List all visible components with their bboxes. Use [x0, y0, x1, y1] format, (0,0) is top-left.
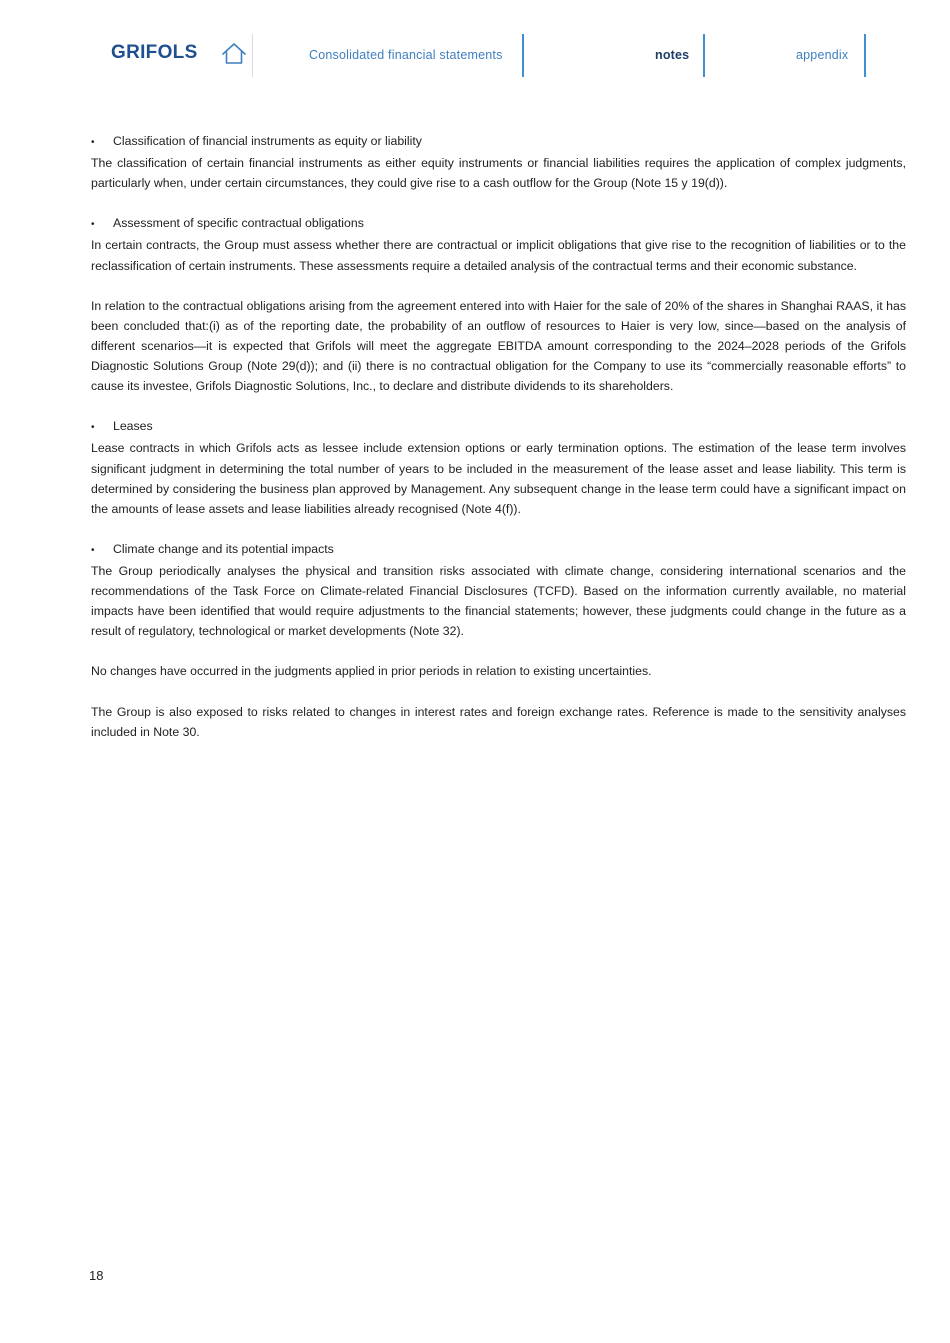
bullet-point: • — [91, 137, 95, 148]
bullet-heading — [91, 213, 906, 235]
document-body — [91, 131, 906, 762]
section-contractual-obligations — [91, 213, 906, 275]
bullet-heading — [91, 416, 906, 438]
section-classification — [91, 131, 906, 193]
section-leases — [91, 416, 906, 518]
home-button[interactable] — [220, 42, 248, 66]
home-icon — [220, 42, 248, 66]
section-body: The classification of certain financial instruments as either equity instruments or financial liabilities requires the application of complex judgments, particularly when, under certain circumstances, they could give rise to a cash outflow for the Group (Note 15 y 19(d)). — [91, 156, 906, 191]
bullet-point: • — [91, 422, 95, 434]
bullet-point: • — [91, 544, 95, 556]
nav-consolidated-statements[interactable]: Consolidated financial statements — [309, 48, 503, 62]
grifols-logo[interactable]: GRIFOLS — [111, 42, 198, 63]
bullet-heading — [91, 539, 906, 561]
section-body: Lease contracts in which Grifols acts as lessee include extension options or early termination options. The estimation of the lease term involves significant judgment in determining the total number of years to be included in the measurement of the lease asset and lease liability. This term is determined by considering the business plan approved by Management. Any subsequent change in the lease term could have a significant impact on the amounts of lease assets and lease liabilities already recognised (Note 4(f)). — [91, 441, 906, 516]
bullet-point: • — [91, 219, 95, 231]
nav-notes[interactable]: notes — [655, 48, 690, 62]
page-header — [0, 0, 950, 90]
section-title: Assessment of specific contractual obligations — [113, 216, 364, 231]
section-title: Climate change and its potential impacts — [113, 541, 334, 556]
paragraph-exposure: The Group is also exposed to risks related to changes in interest rates and foreign exchange rates. Reference is made to the sensitivity analyses included in Note 30. — [91, 704, 906, 739]
section-body: The Group periodically analyses the physical and transition risks associated with climate change, considering international scenarios and the recommendations of the Task Force on Climate-related Financial Disclosures (TCFD). Based on the information currently available, no material impacts have been identified that would require adjustments to the financial statements; however, these judgments could change in the future as a result of regulatory, technological or market developments (Note 32). — [91, 563, 906, 639]
header-divider — [252, 34, 253, 77]
nav-separator — [864, 34, 866, 77]
paragraph-haier: In relation to the contractual obligations arising from the agreement entered into with Haier for the sale of 20% of the shares in Shanghai RAAS, it has been concluded that:(i) as of the reporting date, the probability of an outflow of resources to Haier is very low, since—based on the analysis of different scenarios—it is expected that Grifols will meet the aggregate EBITDA amount corresponding to the 2024–2028 periods of the Grifols Diagnostic Solutions Group (Note 29(d)); and (ii) there is no contractual obligation for the Company to use its “commercially reasonable efforts” to cause its investee, Grifols Diagnostic Solutions, Inc., to declare and distribute dividends to its shareholders. — [91, 298, 906, 394]
paragraph-no-changes: No changes have occurred in the judgments applied in prior periods in relation to existing uncertainties. — [91, 664, 652, 679]
page-number: 18 — [89, 1268, 104, 1283]
section-title: Leases — [113, 419, 153, 434]
bullet-heading — [91, 131, 906, 153]
nav-separator — [703, 34, 705, 77]
section-title: Classification of financial instruments as equity or liability — [113, 134, 422, 148]
section-climate-change — [91, 539, 906, 641]
nav-appendix[interactable]: appendix — [796, 48, 849, 62]
nav-separator — [522, 34, 524, 77]
section-body: In certain contracts, the Group must assess whether there are contractual or implicit obligations that give rise to the recognition of liabilities or to the reclassification of certain instruments. These assessments require a detailed analysis of the contractual terms and their economic substance. — [91, 238, 906, 273]
